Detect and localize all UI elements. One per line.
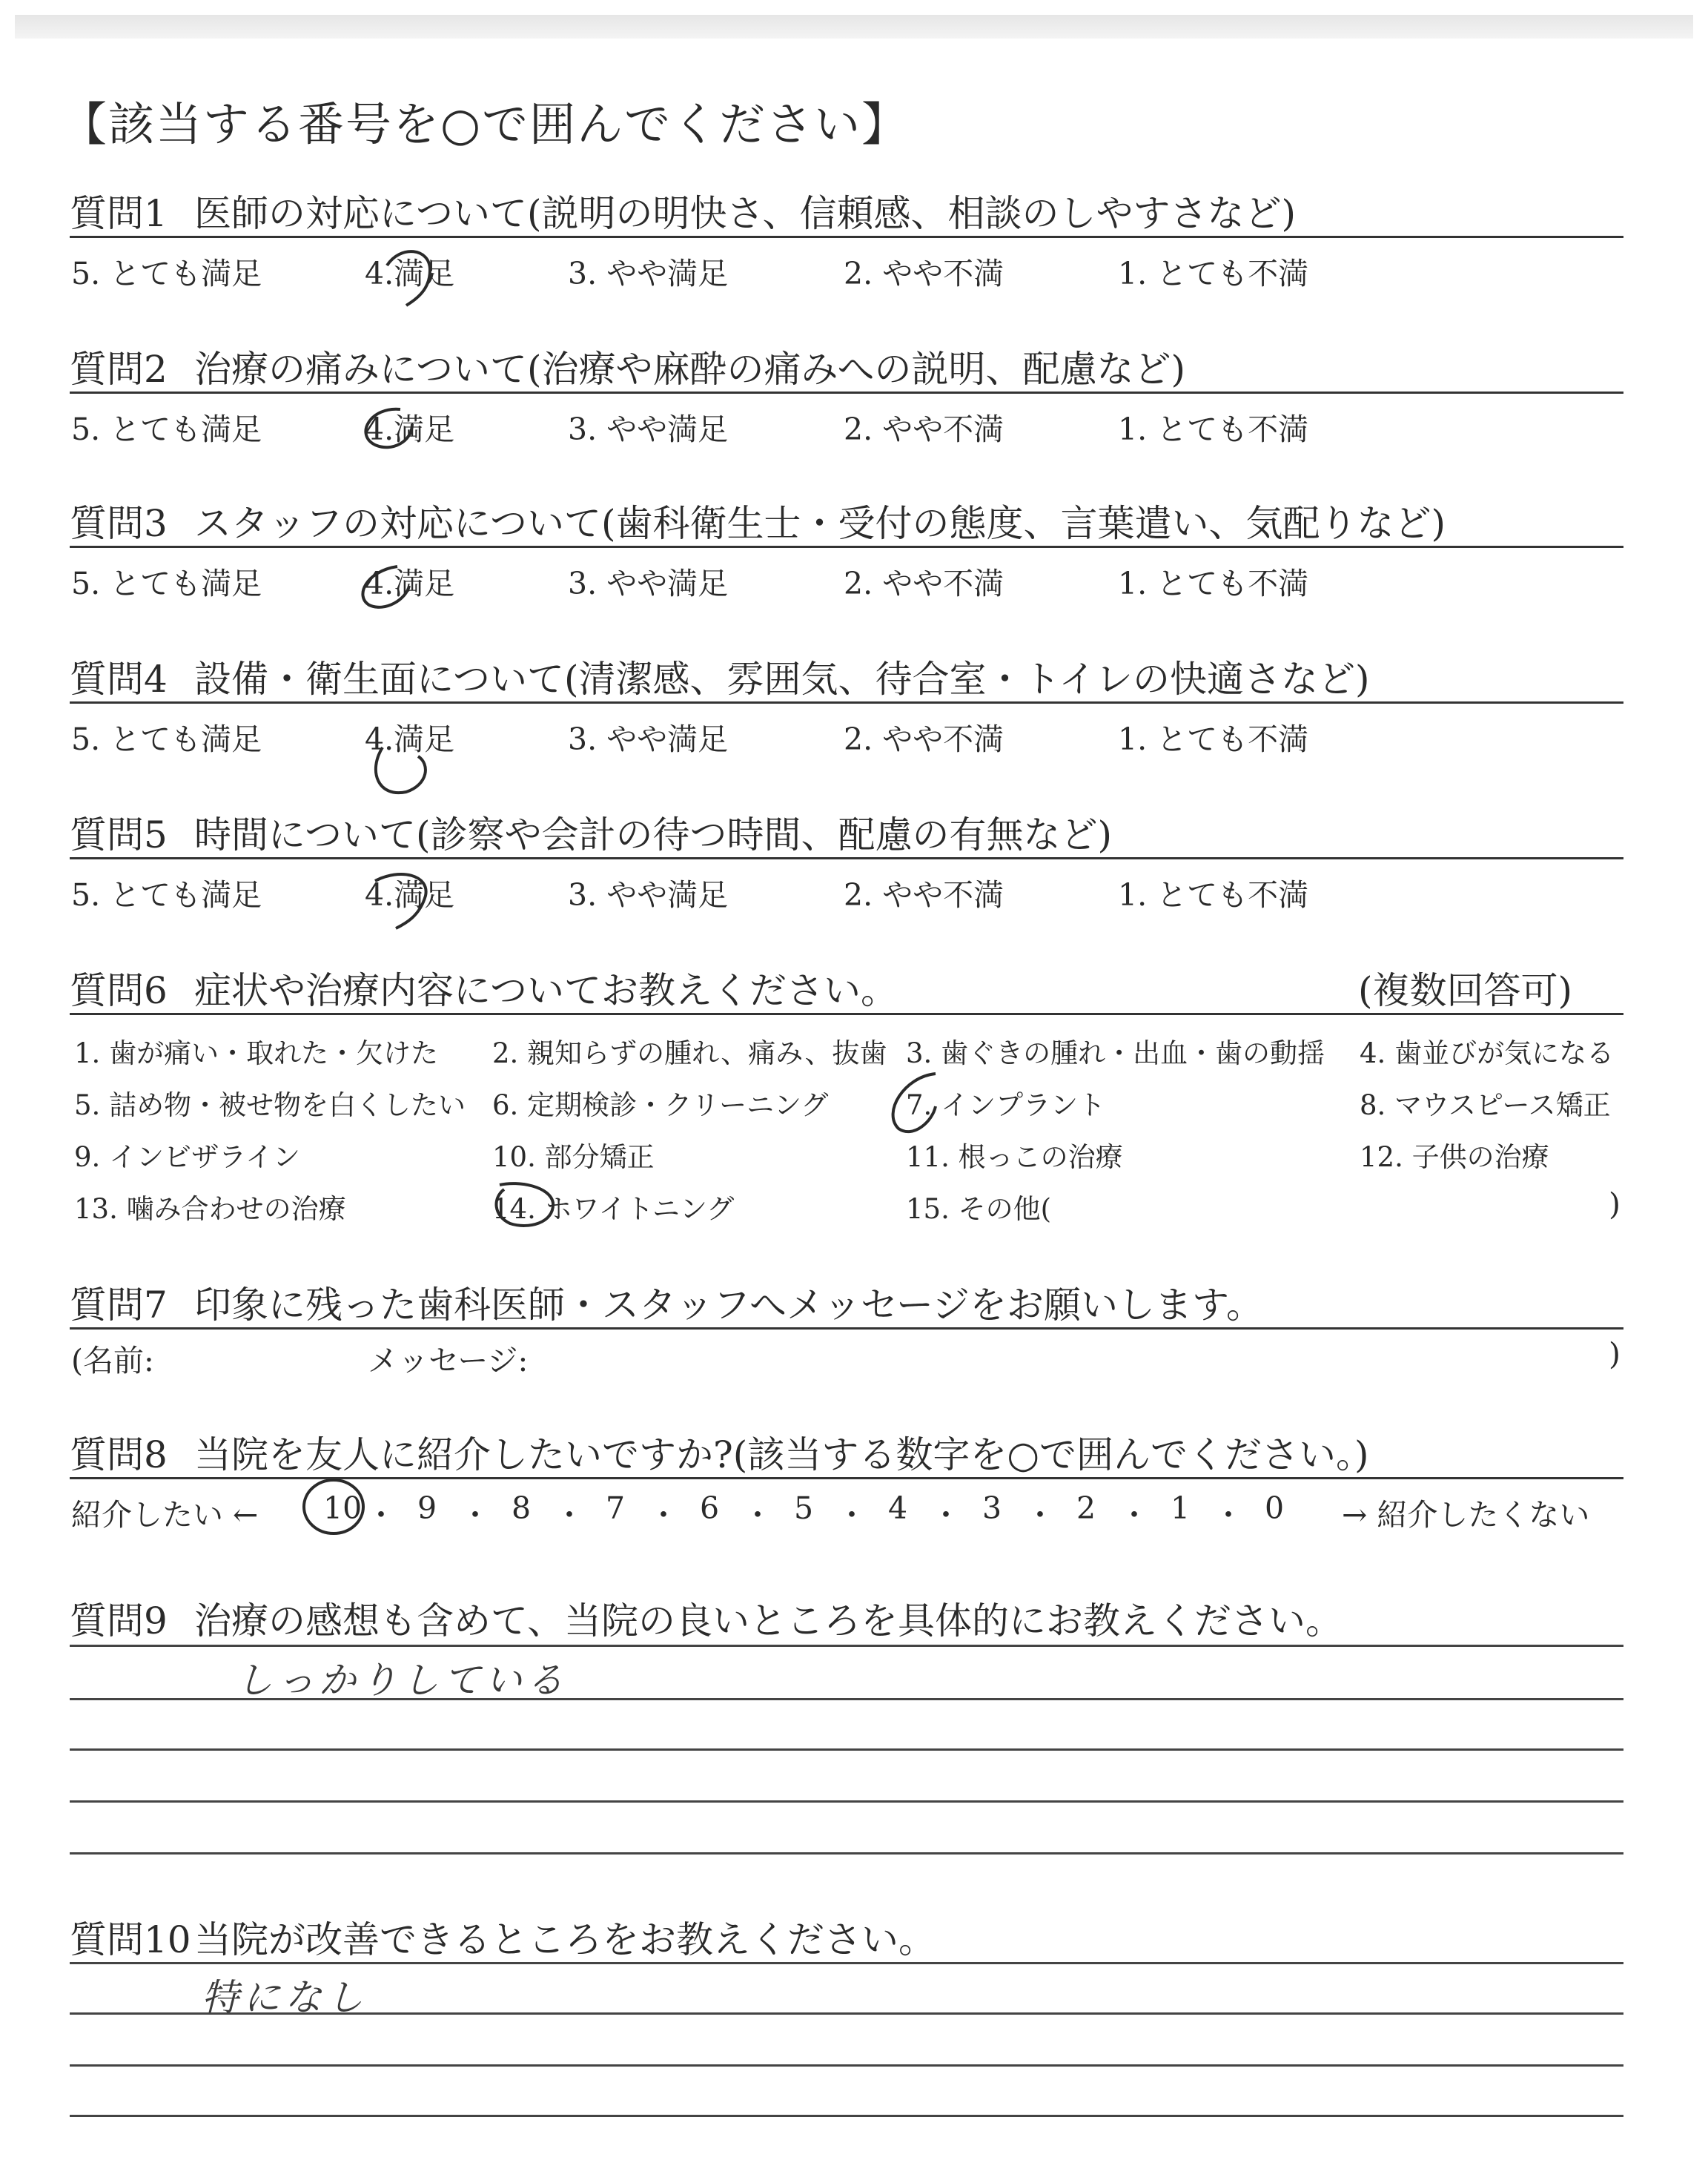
question-text: 症状や治療内容についてお教えください。 [194, 969, 898, 1012]
scale-separator: ・ [1119, 1497, 1150, 1533]
instruction-heading: 【該当する番号を○で囲んでください】 [61, 97, 910, 151]
scale-separator: ・ [460, 1497, 491, 1533]
question-3-heading [70, 494, 1446, 547]
writing-line [70, 1748, 1623, 1751]
option-label: 満足 [394, 877, 455, 913]
divider [70, 1477, 1623, 1479]
option-label: 満足 [394, 721, 455, 757]
q2-option-3[interactable]: 3. やや満足 [568, 412, 729, 447]
q5-option-2[interactable]: 2. やや不満 [844, 877, 1004, 913]
message-label: メッセージ: [368, 1343, 529, 1378]
scale-separator: ・ [648, 1497, 679, 1533]
scale-value-3[interactable]: 3 [982, 1490, 1002, 1526]
q9-handwritten-answer[interactable]: しっかりしている [236, 1659, 568, 1702]
writing-line [70, 1645, 1623, 1647]
question-text: 設備・衛生面について(清潔感、雰囲気、待合室・トイレの快適さなど) [194, 658, 1370, 701]
question-number: 質問6 [70, 969, 168, 1012]
question-number: 質問8 [70, 1433, 168, 1476]
q6-item-4[interactable]: 4. 歯並びが気になる [1360, 1037, 1615, 1069]
scale-value-9[interactable]: 9 [417, 1490, 437, 1526]
q2-option-4[interactable] [365, 405, 454, 449]
q6-item-15[interactable]: 15. その他( [906, 1193, 1052, 1225]
divider [70, 236, 1623, 238]
writing-line [70, 2115, 1623, 2117]
q2-option-1[interactable]: 1. とても不満 [1118, 412, 1309, 447]
question-number: 質問1 [70, 192, 168, 235]
scale-separator: ・ [365, 1497, 397, 1533]
scale-separator: ・ [1213, 1497, 1244, 1533]
divider [70, 701, 1623, 704]
q6-item-7[interactable]: 7. インプラント [906, 1089, 1106, 1121]
scale-separator: ・ [554, 1497, 585, 1533]
option-number: 4. [365, 256, 394, 291]
question-number: 質問7 [70, 1284, 168, 1327]
question-number: 質問3 [70, 502, 168, 545]
scale-value-8[interactable]: 8 [512, 1490, 532, 1526]
q5-option-5[interactable]: 5. とても満足 [71, 877, 262, 913]
message-close-paren: ) [1609, 1336, 1621, 1372]
q3-option-3[interactable]: 3. やや満足 [568, 566, 729, 601]
option-number: 4. [365, 412, 394, 447]
q1-option-4[interactable] [365, 249, 454, 293]
question-number: 質問2 [70, 348, 168, 391]
question-number: 質問9 [70, 1599, 168, 1642]
divider [70, 1327, 1623, 1330]
multiple-answers-note: (複数回答可) [1358, 969, 1573, 1012]
question-1-heading [70, 184, 1296, 237]
q3-option-1[interactable]: 1. とても不満 [1118, 566, 1309, 601]
option-number: 4. [365, 877, 394, 913]
q6-item-11[interactable]: 11. 根っこの治療 [906, 1141, 1123, 1173]
question-text: 治療の感想も含めて、当院の良いところを具体的にお教えください。 [194, 1599, 1343, 1642]
writing-line [70, 1800, 1623, 1803]
question-text: 印象に残った歯科医師・スタッフへメッセージをお願いします。 [194, 1284, 1263, 1327]
q3-option-5[interactable]: 5. とても満足 [71, 566, 262, 601]
question-4-heading [70, 650, 1370, 703]
divider [70, 392, 1623, 394]
q10-handwritten-answer[interactable]: 特になし [202, 1976, 368, 2019]
scale-value-7[interactable]: 7 [606, 1490, 626, 1526]
not-recommend-label: → 紹介したくない [1342, 1497, 1590, 1533]
q1-option-5[interactable]: 5. とても満足 [71, 256, 262, 291]
q4-option-5[interactable]: 5. とても満足 [71, 721, 262, 757]
question-number: 質問4 [70, 658, 168, 701]
scale-separator: ・ [1025, 1497, 1056, 1533]
q2-option-2[interactable]: 2. やや不満 [844, 412, 1004, 447]
scale-separator: ・ [836, 1497, 867, 1533]
question-number: 質問10 [70, 1918, 191, 1961]
divider [70, 1013, 1623, 1015]
q6-item-1[interactable]: 1. 歯が痛い・取れた・欠けた [74, 1037, 439, 1069]
scale-value-4[interactable]: 4 [888, 1490, 908, 1526]
question-text: 治療の痛みについて(治療や麻酔の痛みへの説明、配慮など) [194, 348, 1186, 391]
scale-value-6[interactable]: 6 [700, 1490, 720, 1526]
writing-line [70, 1962, 1623, 1964]
question-6-heading [70, 961, 898, 1014]
scale-value-0[interactable]: 0 [1265, 1490, 1285, 1526]
writing-line [70, 1852, 1623, 1855]
question-2-heading [70, 340, 1185, 393]
q5-option-1[interactable]: 1. とても不満 [1118, 877, 1309, 913]
q4-option-3[interactable]: 3. やや満足 [568, 721, 729, 757]
option-label: 満足 [394, 566, 455, 601]
question-7-heading [70, 1275, 1263, 1329]
q3-option-4[interactable] [365, 559, 454, 603]
option-number: 4. [365, 721, 394, 757]
q6-item-2[interactable]: 2. 親知らずの腫れ、痛み、抜歯 [492, 1037, 887, 1069]
q1-option-2[interactable]: 2. やや不満 [844, 256, 1004, 291]
divider [70, 546, 1623, 548]
q4-option-4[interactable] [365, 715, 454, 759]
writing-line [70, 1698, 1623, 1700]
other-close-paren: ) [1609, 1186, 1621, 1222]
scale-value-10[interactable]: 10 [323, 1490, 363, 1526]
recommend-label: 紹介したい ← [71, 1497, 259, 1533]
q3-option-2[interactable]: 2. やや不満 [844, 566, 1004, 601]
q6-item-14[interactable]: 14. ホワイトニング [492, 1193, 735, 1225]
question-number: 質問5 [70, 813, 168, 856]
scale-separator: ・ [930, 1497, 961, 1533]
question-5-heading [70, 805, 1112, 859]
q5-option-4[interactable] [365, 871, 454, 914]
q5-option-3[interactable]: 3. やや満足 [568, 877, 729, 913]
q6-item-9[interactable]: 9. インビザライン [74, 1141, 300, 1173]
question-text: 当院が改善できるところをお教えください。 [194, 1918, 936, 1961]
question-text: 時間について(診察や会計の待つ時間、配慮の有無など) [194, 813, 1113, 856]
question-10-heading [70, 1910, 936, 1964]
scale-value-5[interactable]: 5 [794, 1490, 814, 1526]
option-label: 満足 [394, 412, 455, 447]
q6-item-13[interactable]: 13. 噛み合わせの治療 [74, 1193, 346, 1225]
option-label: 満足 [394, 256, 455, 291]
question-text: スタッフの対応について(歯科衛生士・受付の態度、言葉遣い、気配りなど) [194, 502, 1446, 545]
writing-line [70, 2012, 1623, 2015]
q1-option-3[interactable]: 3. やや満足 [568, 256, 729, 291]
scale-value-1[interactable]: 1 [1171, 1490, 1191, 1526]
scan-top-edge [15, 15, 1693, 39]
question-text: 当院を友人に紹介したいですか?(該当する数字を○で囲んでください。) [194, 1433, 1369, 1476]
q6-item-12[interactable]: 12. 子供の治療 [1360, 1141, 1549, 1173]
q6-item-5[interactable]: 5. 詰め物・被せ物を白くしたい [74, 1089, 466, 1121]
q2-option-5[interactable]: 5. とても満足 [71, 412, 262, 447]
option-number: 4. [365, 566, 394, 601]
q6-item-10[interactable]: 10. 部分矯正 [492, 1141, 655, 1173]
q4-option-1[interactable]: 1. とても不満 [1118, 721, 1309, 757]
divider [70, 857, 1623, 859]
question-text: 医師の対応について(説明の明快さ、信頼感、相談のしやすさなど) [194, 192, 1297, 235]
writing-line [70, 2064, 1623, 2067]
q1-option-1[interactable]: 1. とても不満 [1118, 256, 1309, 291]
q6-item-3[interactable]: 3. 歯ぐきの腫れ・出血・歯の動揺 [906, 1037, 1325, 1069]
q6-item-8[interactable]: 8. マウスピース矯正 [1360, 1089, 1611, 1121]
question-9-heading [70, 1591, 1343, 1645]
scale-value-2[interactable]: 2 [1076, 1490, 1096, 1526]
question-8-heading [70, 1425, 1368, 1479]
scale-separator: ・ [742, 1497, 773, 1533]
q6-item-6[interactable]: 6. 定期検診・クリーニング [492, 1089, 829, 1121]
q4-option-2[interactable]: 2. やや不満 [844, 721, 1004, 757]
name-label: (名前: [71, 1343, 154, 1378]
